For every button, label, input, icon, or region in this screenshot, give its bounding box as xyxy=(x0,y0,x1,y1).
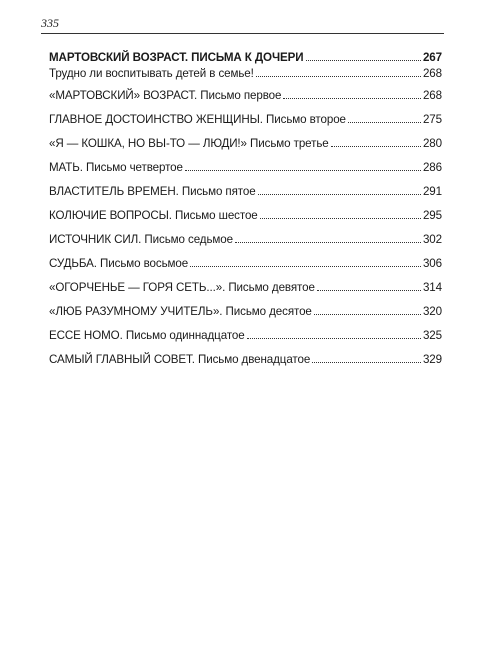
toc-entry xyxy=(49,89,442,113)
toc-entry-page: 268 xyxy=(422,89,442,102)
toc-entry-title: Трудно ли воспитывать детей в семье! xyxy=(49,67,254,80)
toc-entry-page: 325 xyxy=(422,329,442,342)
toc-entry xyxy=(49,257,442,281)
dot-leader xyxy=(235,242,421,243)
toc-entry-page: 268 xyxy=(422,67,442,80)
dot-leader xyxy=(314,314,421,315)
dot-leader xyxy=(190,266,421,267)
toc-entry-page: 286 xyxy=(422,161,442,174)
dot-leader xyxy=(283,98,421,99)
toc-entry-title: «ОГОРЧЕНЬЕ — ГОРЯ СЕТЬ...». Письмо девятое xyxy=(49,281,315,294)
toc-entry-title: МАРТОВСКИЙ ВОЗРАСТ. ПИСЬМА К ДОЧЕРИ xyxy=(49,51,304,64)
toc-entry xyxy=(49,209,442,233)
dot-leader xyxy=(331,146,421,147)
toc-entry-page: 306 xyxy=(422,257,442,270)
toc-entry xyxy=(49,233,442,257)
dot-leader xyxy=(256,76,421,77)
dot-leader xyxy=(258,194,421,195)
toc-entry-title: «Я — КОШКА, НО ВЫ-ТО — ЛЮДИ!» Письмо третье xyxy=(49,137,329,150)
toc-entry xyxy=(49,137,442,161)
dot-leader xyxy=(247,338,421,339)
toc-entry-title: СУДЬБА. Письмо восьмое xyxy=(49,257,189,270)
header-rule xyxy=(41,33,444,34)
toc-entry-title: ECCE HOMO. Письмо одиннадцатое xyxy=(49,329,245,342)
table-of-contents xyxy=(49,51,442,377)
toc-entry-page: 314 xyxy=(422,281,442,294)
toc-entry-title: ИСТОЧНИК СИЛ. Письмо седьмое xyxy=(49,233,233,246)
toc-entry-page: 267 xyxy=(422,51,442,64)
toc-entry-title: «ЛЮБ РАЗУМНОМУ УЧИТЕЛЬ». Письмо десятое xyxy=(49,305,312,318)
toc-entry-title: МАТЬ. Письмо четвертое xyxy=(49,161,183,174)
toc-entry-page: 329 xyxy=(422,353,442,366)
dot-leader xyxy=(260,218,421,219)
dot-leader xyxy=(317,290,421,291)
toc-entry-title: САМЫЙ ГЛАВНЫЙ СОВЕТ. Письмо двенадцатое xyxy=(49,353,311,366)
toc-entry-section-heading xyxy=(49,51,442,67)
toc-entry-title: ГЛАВНОЕ ДОСТОИНСТВО ЖЕНЩИНЫ. Письмо второе xyxy=(49,113,346,126)
toc-entry xyxy=(49,113,442,137)
toc-entry xyxy=(49,161,442,185)
dot-leader xyxy=(185,170,421,171)
page-number: 335 xyxy=(41,16,59,30)
toc-entry xyxy=(49,329,442,353)
toc-entry xyxy=(49,185,442,209)
toc-entry-page: 291 xyxy=(422,185,442,198)
toc-entry xyxy=(49,281,442,305)
toc-entry-page: 275 xyxy=(422,113,442,126)
toc-entry-page: 280 xyxy=(422,137,442,150)
toc-entry xyxy=(49,305,442,329)
toc-entry-page: 320 xyxy=(422,305,442,318)
toc-entry-title: ВЛАСТИТЕЛЬ ВРЕМЕН. Письмо пятое xyxy=(49,185,256,198)
toc-entry-page: 302 xyxy=(422,233,442,246)
toc-entry-title: «МАРТОВСКИЙ» ВОЗРАСТ. Письмо первое xyxy=(49,89,282,102)
toc-entry xyxy=(49,67,442,89)
dot-leader xyxy=(312,362,421,363)
dot-leader xyxy=(348,122,421,123)
dot-leader xyxy=(306,60,421,61)
toc-entry-title: КОЛЮЧИЕ ВОПРОСЫ. Письмо шестое xyxy=(49,209,258,222)
toc-entry-page: 295 xyxy=(422,209,442,222)
toc-entry xyxy=(49,353,442,377)
